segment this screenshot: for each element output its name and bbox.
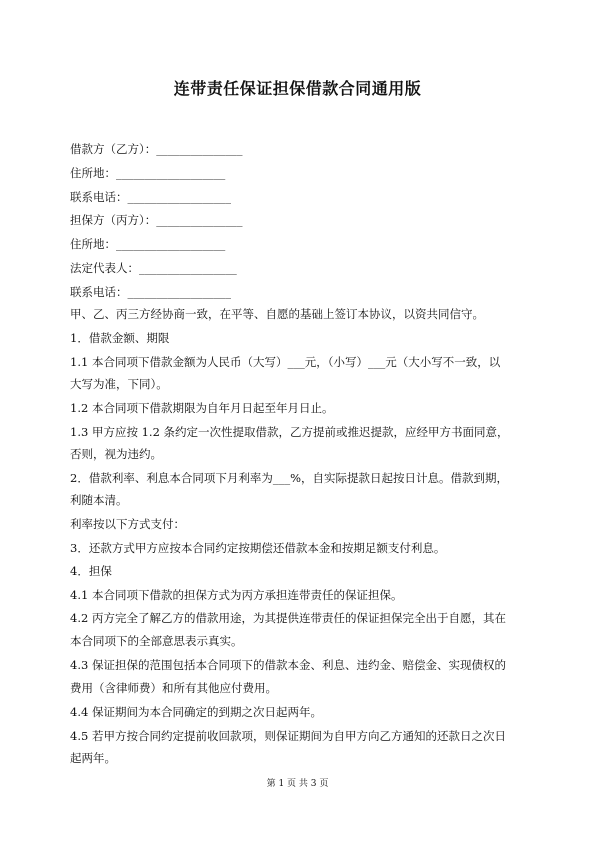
paragraph-line: 本合同项下的全部意思表示真实。 — [70, 634, 243, 648]
paragraph-line: 4.3 保证担保的范围包括本合同项下的借款本金、利息、违约金、赔偿金、实现债权的 — [70, 658, 506, 672]
field-borrower-phone: 联系电话：__________________ — [70, 190, 231, 204]
section-heading: 1．借款金额、期限 — [70, 331, 170, 345]
paragraph-line: 利率按以下方式支付： — [70, 517, 185, 531]
paragraph-line: 利随本清。 — [70, 493, 128, 507]
field-guarantor: 担保方（丙方）：_______________ — [70, 213, 243, 227]
page-number: 第 1 页 共 3 页 — [266, 779, 329, 789]
field-borrower: 借款方（乙方）：_______________ — [70, 142, 243, 156]
paragraph-line: 1.1 本合同项下借款金额为人民币（大写）___元，（小写）___元（大小写不一致，以 — [70, 355, 501, 369]
field-borrower-address: 住所地：___________________ — [70, 166, 226, 180]
document-title: 连带责任保证担保借款合同通用版 — [173, 79, 422, 98]
field-legal-representative: 法定代表人：_________________ — [70, 261, 237, 275]
paragraph-line: 费用（含律师费）和所有其他应付费用。 — [70, 681, 277, 695]
section-heading: 4．担保 — [70, 564, 112, 578]
paragraph-line: 4.4 保证期间为本合同确定的到期之次日起两年。 — [70, 705, 322, 719]
paragraph-line: 否则，视为违约。 — [70, 447, 162, 461]
paragraph-line: 起两年。 — [70, 751, 116, 765]
paragraph-line: 3．还款方式甲方应按本合同约定按期偿还借款本金和按期足额支付利息。 — [70, 541, 446, 555]
paragraph-line: 1.3 甲方应按 1.2 条约定一次性提取借款，乙方提前或推迟提款，应经甲方书面同意， — [70, 425, 509, 439]
paragraph-line: 4.2 丙方完全了解乙方的借款用途，为其提供连带责任的保证担保完全出于自愿，其在 — [70, 611, 506, 625]
paragraph-line: 1.2 本合同项下借款期限为自年月日起至年月日止。 — [70, 401, 334, 415]
paragraph-line: 4.5 若甲方按合同约定提前收回款项，则保证期间为自甲方向乙方通知的还款日之次日 — [70, 729, 506, 743]
paragraph-line: 大写为准，下同）。 — [70, 377, 168, 391]
paragraph-line: 甲、乙、丙三方经协商一致，在平等、自愿的基础上签订本协议，以资共同信守。 — [70, 307, 484, 321]
field-guarantor-phone: 联系电话：__________________ — [70, 285, 231, 299]
field-guarantor-address: 住所地：___________________ — [70, 237, 226, 251]
paragraph-line: 2．借款利率、利息本合同项下月利率为___%，自实际提款日起按日计息。借款到期， — [70, 471, 508, 485]
paragraph-line: 4.1 本合同项下借款的担保方式为丙方承担连带责任的保证担保。 — [70, 588, 403, 602]
